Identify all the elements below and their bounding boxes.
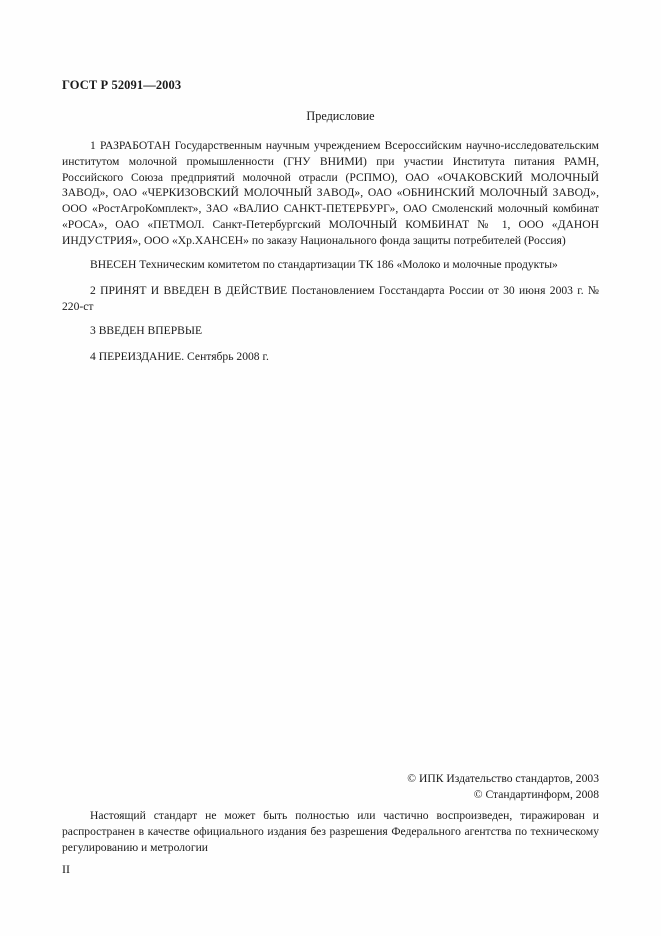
copyright-line-standartinform: © Стандартинформ, 2008: [473, 787, 599, 801]
preface-item-reissue: 4 ПЕРЕИЗДАНИЕ. Сентябрь 2008 г.: [90, 350, 269, 363]
standard-id-header: ГОСТ Р 52091—2003: [62, 78, 182, 92]
copyright-block: [407, 771, 599, 803]
page-number: II: [62, 862, 70, 876]
preface-item-submitted: ВНЕСЕН Техническим комитетом по стандартизации ТК 186 «Молоко и молочные продукты»: [90, 258, 558, 271]
preface-title: Предисловие: [306, 109, 375, 123]
preface-item-developed: 1 РАЗРАБОТАН Государственным научным учреждением Всероссийским научно-исследовательским институтом молочной промышленности (ГНУ ВНИМИ) при участии Института питания РАМН, Российского Союза предприятий молочной отрасли (РСПМО), ОАО «ОЧАКОВСКИЙ МОЛОЧНЫЙ ЗАВОД», ОАО «ЧЕРКИЗОВСКИЙ МОЛОЧНЫЙ ЗАВОД», ОАО «ОБНИНСКИЙ МОЛОЧНЫЙ ЗАВОД», ООО «РостАгроКомплект», ЗАО «ВАЛИО САНКТ-ПЕТЕРБУРГ», ОАО Смоленский молочный комбинат «РОСА», ОАО «ПЕТМОЛ. Санкт-Петербургский МОЛОЧНЫЙ КОМБИНАТ № 1, ООО «ДАНОН ИНДУСТРИЯ», ООО «Хр.ХАНСЕН» по заказу Национального фонда защиты потребителей (Россия): [62, 139, 599, 247]
preface-item-introduced: 3 ВВЕДЕН ВПЕРВЫЕ: [90, 324, 203, 337]
reproduction-notice: Настоящий стандарт не может быть полностью или частично воспроизведен, тиражирован и распространен в качестве официального издания без разрешения Федерального агентства по техническому регулированию и метрологии: [62, 809, 599, 854]
copyright-line-publisher: © ИПК Издательство стандартов, 2003: [407, 772, 599, 785]
preface-item-adopted: 2 ПРИНЯТ И ВВЕДЕН В ДЕЙСТВИЕ Постановлением Госстандарта России от 30 июня 2003 г. № 220-ст: [62, 284, 599, 313]
